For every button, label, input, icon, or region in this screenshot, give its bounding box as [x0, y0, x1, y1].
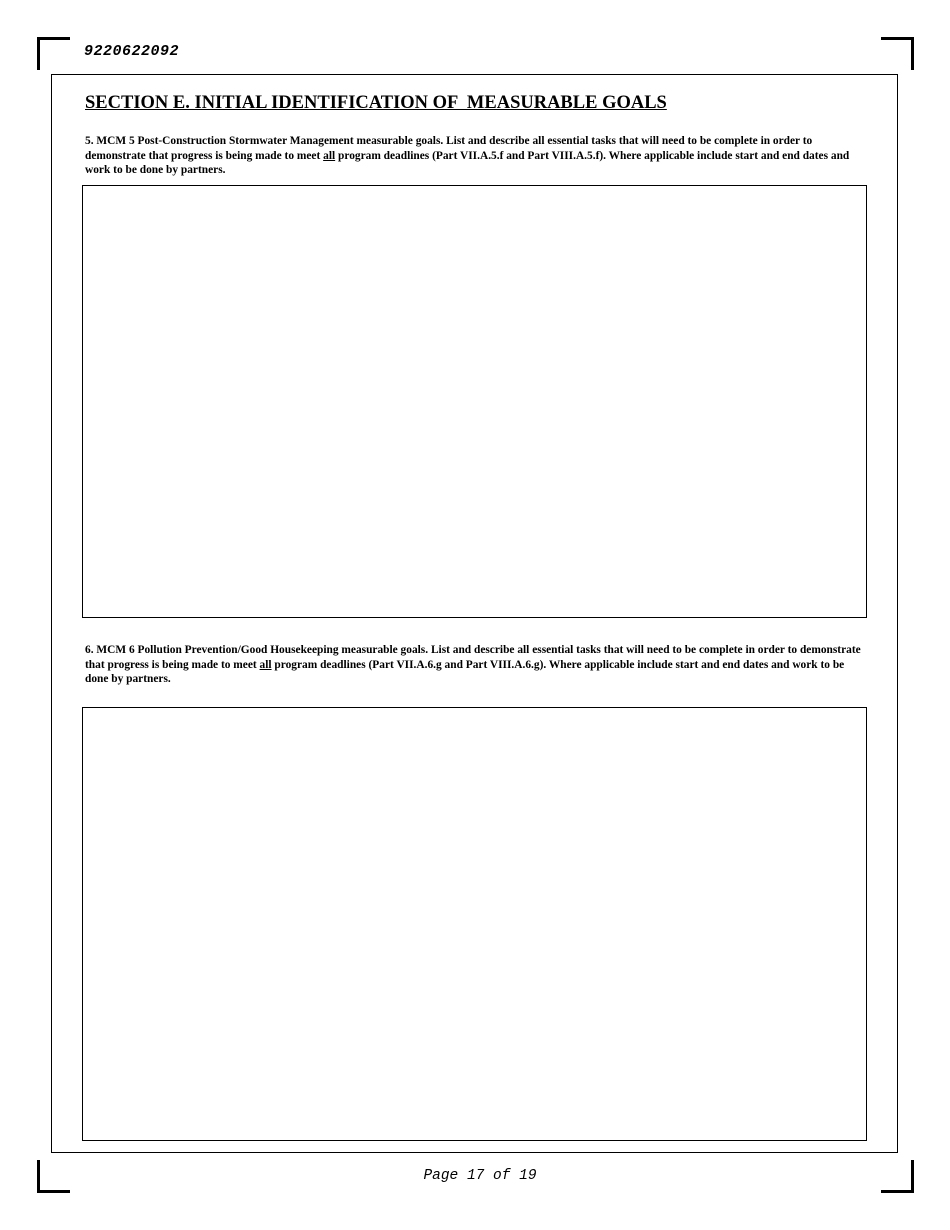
question-6-answer-field[interactable]	[82, 707, 867, 1141]
question-5-emphasis: all	[323, 149, 336, 162]
question-6-text-before: 6. MCM 6 Pollution Prevention/Good Housekeeping measurable goals. List and describe all essential tasks that will need to be complete in order to demonstrate that progress is being made to meet	[85, 644, 861, 671]
question-5-text-before: 5. MCM 5 Post-Construction Stormwater Management measurable goals. List and describe all essential tasks that will need to be complete in order to demonstrate that progress is being made to meet	[85, 135, 813, 162]
section-title: SECTION E. INITIAL IDENTIFICATION OF MEASURABLE GOALS	[85, 93, 667, 113]
page-number: Page 17 of 19	[423, 1168, 537, 1184]
question-6-emphasis: all	[259, 658, 272, 671]
question-5-answer-field[interactable]	[82, 185, 867, 618]
corner-mark-top-left	[37, 37, 70, 70]
question-5-text-after: program deadlines (Part VII.A.5.f and Part VIII.A.5.f). Where applicable include start and end dates and work to be done by partners.	[85, 149, 850, 177]
question-6-prompt	[85, 643, 870, 687]
corner-mark-top-right	[881, 37, 914, 70]
document-id: 9220622092	[84, 43, 180, 60]
question-5-prompt	[85, 134, 870, 178]
question-6-text-after: program deadlines (Part VII.A.6.g and Part VIII.A.6.g). Where applicable include start and end dates and work to be done by partners.	[85, 658, 845, 686]
